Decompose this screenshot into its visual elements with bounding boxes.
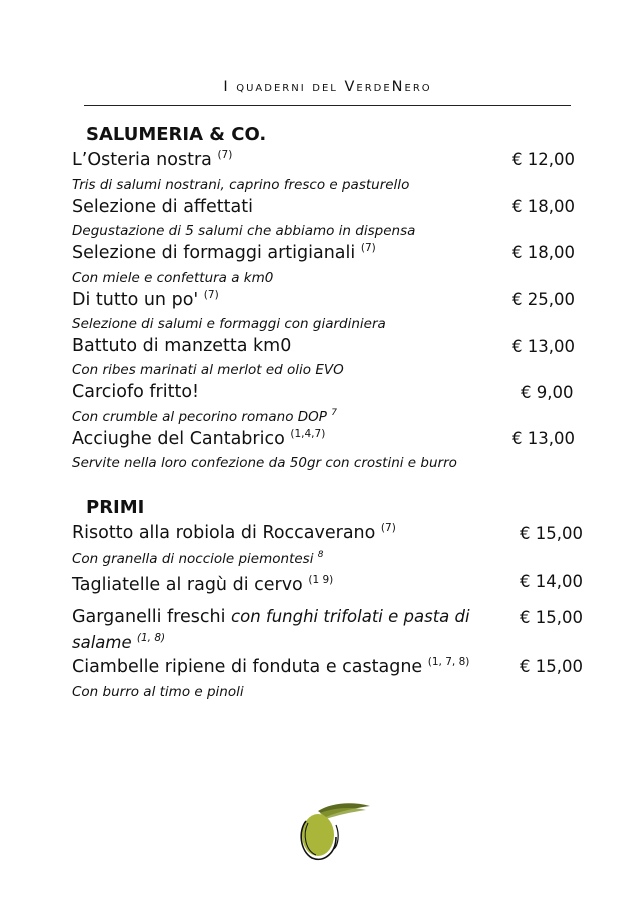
allergen-note: (1, 7, 8) (427, 656, 470, 668)
menu-item-description: Tris di salumi nostrani, caprino fresco e pasturello (72, 177, 410, 193)
menu-item-name: Acciughe del Cantabrico $^{(1,4,7)}$ (72, 428, 326, 449)
allergen-note: 8 (317, 550, 324, 560)
allergen-note: (1, 8) (136, 632, 166, 644)
menu-item-description: Selezione di salumi e formaggi con giardiniera (72, 316, 386, 332)
olive-logo-icon (296, 801, 372, 863)
menu-item-price: € 15,00 (520, 608, 583, 627)
allergen-note: (1 9) (308, 574, 334, 586)
allergen-note: (1,4,7) (290, 428, 326, 440)
menu-item-name: L’Osteria nostra $^{(7)}$ (72, 149, 233, 170)
menu-item-price: € 13,00 (512, 337, 575, 356)
menu-item-name: Tagliatelle al ragù di cervo $^{(1 9)}$ (72, 574, 334, 595)
menu-item-name: Selezione di affettati (72, 197, 253, 217)
allergen-note: (7) (360, 242, 376, 254)
menu-item-description: Servite nella loro confezione da 50gr con crostini e burro (72, 455, 457, 471)
section-title-primi: PRIMI (86, 497, 145, 518)
menu-item-price: € 15,00 (520, 524, 583, 543)
menu-item-name: Carciofo fritto! (72, 382, 200, 402)
allergen-note: (7) (203, 289, 219, 301)
menu-item-name: Ciambelle ripiene di fonduta e castagne $^{(1, 7, 8)}$ (72, 656, 470, 677)
menu-item-description: Con burro al timo e pinoli (72, 684, 244, 700)
menu-item-price: € 18,00 (512, 243, 575, 262)
menu-item-price: € 18,00 (512, 197, 575, 216)
menu-item-description: Con ribes marinati al merlot ed olio EVO (72, 362, 344, 378)
menu-item-description: Con crumble al pecorino romano DOP $^7$ (72, 408, 337, 425)
menu-item-name: Selezione di formaggi artigianali $^{(7)}$ (72, 242, 376, 263)
menu-item-name: Garganelli freschi con funghi trifolati e pasta di (72, 607, 470, 627)
menu-item-price: € 12,00 (512, 150, 575, 169)
menu-item-price: € 25,00 (512, 290, 575, 309)
menu-item-price: € 14,00 (520, 572, 583, 591)
menu-item-description: salame $^{(1, 8)}$ (72, 632, 166, 652)
section-title-salumeria: SALUMERIA & CO. (86, 124, 267, 145)
menu-item-price: € 15,00 (520, 657, 583, 676)
allergen-note: 7 (331, 408, 337, 418)
menu-item-description: Con granella di nocciole piemontesi $^8$ (72, 550, 324, 567)
header-divider (84, 105, 571, 106)
menu-item-inline-description: con funghi trifolati e pasta di (231, 607, 470, 626)
menu-item-name: Risotto alla robiola di Roccaverano $^{(7)}$ (72, 522, 396, 543)
menu-item-name: Di tutto un po' $^{(7)}$ (72, 289, 219, 310)
menu-item-description: Con miele e confettura a km0 (72, 270, 274, 286)
menu-header: I quaderni del VerdeNero (223, 79, 432, 95)
menu-item-price: € 9,00 (521, 383, 574, 402)
menu-item-price: € 13,00 (512, 429, 575, 448)
menu-item-description: Degustazione di 5 salumi che abbiamo in dispensa (72, 223, 416, 239)
menu-item-name: Battuto di manzetta km0 (72, 336, 292, 356)
allergen-note: (7) (380, 522, 396, 534)
allergen-note: (7) (217, 149, 233, 161)
